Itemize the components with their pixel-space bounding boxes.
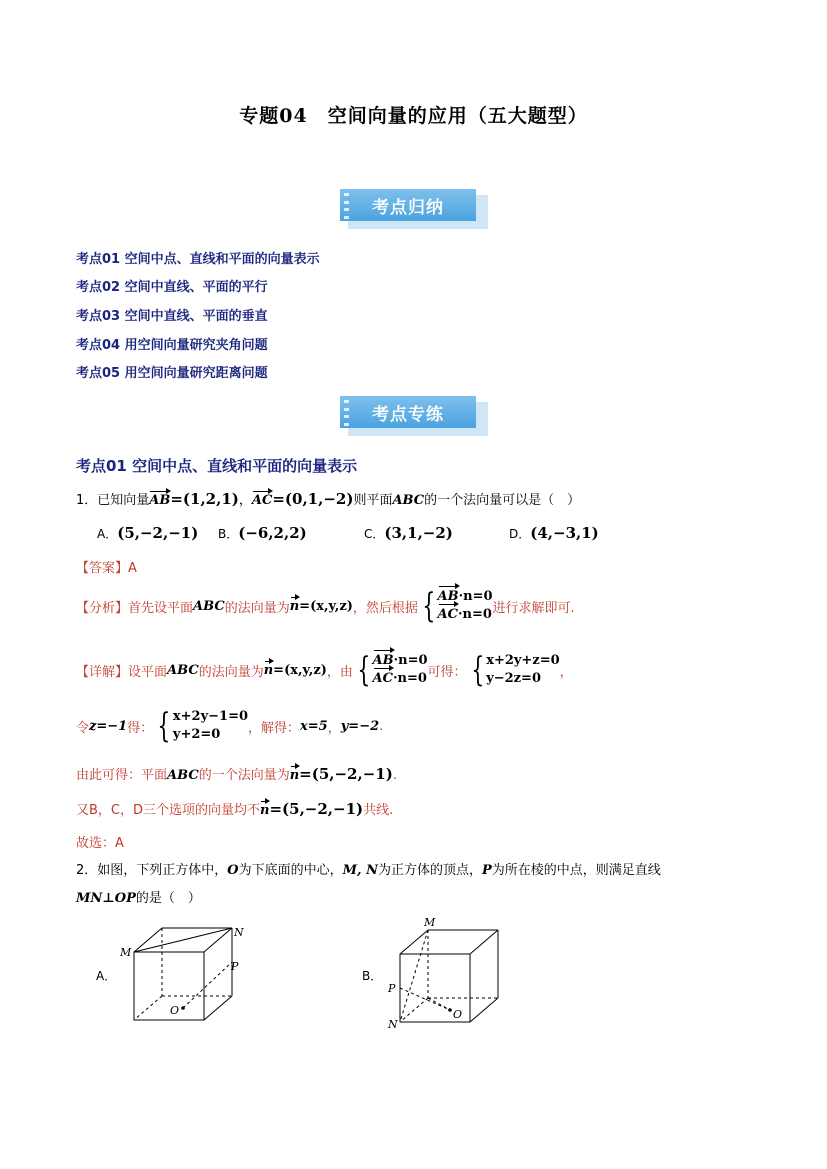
question-2: 2．如图，下列正方体中，O为下底面的中心，M, N为正方体的顶点，P为所在棱的中点，则满足直线 [76,863,661,878]
toc-item-1[interactable]: 考点01 空间中点、直线和平面的向量表示 [76,252,320,267]
figure-option-b-label[interactable]: B． [362,969,383,983]
question-2-line-2: MN⊥OP的是（ ） [76,891,201,906]
detail-step-3: 由此可得：平面ABC的一个法向量为n=(5,−2,−1). [76,765,397,783]
choose-line: 故选：A [76,836,124,851]
toc-item-3[interactable]: 考点03 空间中直线、平面的垂直 [76,309,268,324]
label-p: P [231,960,239,973]
figure-option-a-label[interactable]: A． [96,969,117,983]
toc-item-2[interactable]: 考点02 空间中直线、平面的平行 [76,280,268,295]
section-heading: 考点01 空间中点、直线和平面的向量表示 [76,457,358,475]
section-banner-summary [340,189,488,229]
banner-label: 考点归纳 [372,197,444,218]
label-m: M [120,946,132,959]
label-o: O [453,1008,463,1021]
option-b[interactable]: B．(−6,2,2) [218,524,307,542]
question-1: 1．已知向量AB=(1,2,1)，AC=(0,1,−2)则平面ABC的一个法向量可以是（ ） [76,490,581,508]
label-p: P [388,982,396,995]
banner-label: 考点专练 [372,404,444,425]
answer-line: 【答案】A [76,561,137,576]
toc-item-5[interactable]: 考点05 用空间向量研究距离问题 [76,366,268,381]
cube-figure-b[interactable] [380,914,510,1032]
option-c[interactable]: C．(3,1,−2) [364,524,453,542]
section-banner-practice [340,396,488,436]
page-title: 专题04 空间向量的应用（五大题型） [239,105,588,127]
option-d[interactable]: D．(4,−3,1) [509,524,599,542]
option-a[interactable]: A．(5,−2,−1) [97,524,199,542]
detail-step-4: 又B，C，D三个选项的向量均不n=(5,−2,−1)共线. [76,800,394,818]
detail-line: 【详解】 设平面 ABC 的法向量为 n =(x,y,z) ，由 { AB·n=0 AC·n=0 可得： { x+2y+z=0 y−2z=0 ， [76,650,573,690]
label-m: M [424,916,436,929]
cube-figure-a[interactable] [110,918,260,1030]
toc-item-4[interactable]: 考点04 用空间向量研究夹角问题 [76,338,268,353]
analysis-line: 【分析】 首先设平面 ABC 的法向量为 n =(x,y,z) ，然后根据 { AB·n=0 AC·n=0 进行求解即可. [76,586,575,626]
label-o: O [170,1004,180,1017]
label-n: N [388,1018,398,1031]
label-n: N [234,926,244,939]
detail-step-2: 令 z=−1 得： { x+2y−1=0 y+2=0 ，解得： x=5 ， y=−2 . [76,706,384,746]
